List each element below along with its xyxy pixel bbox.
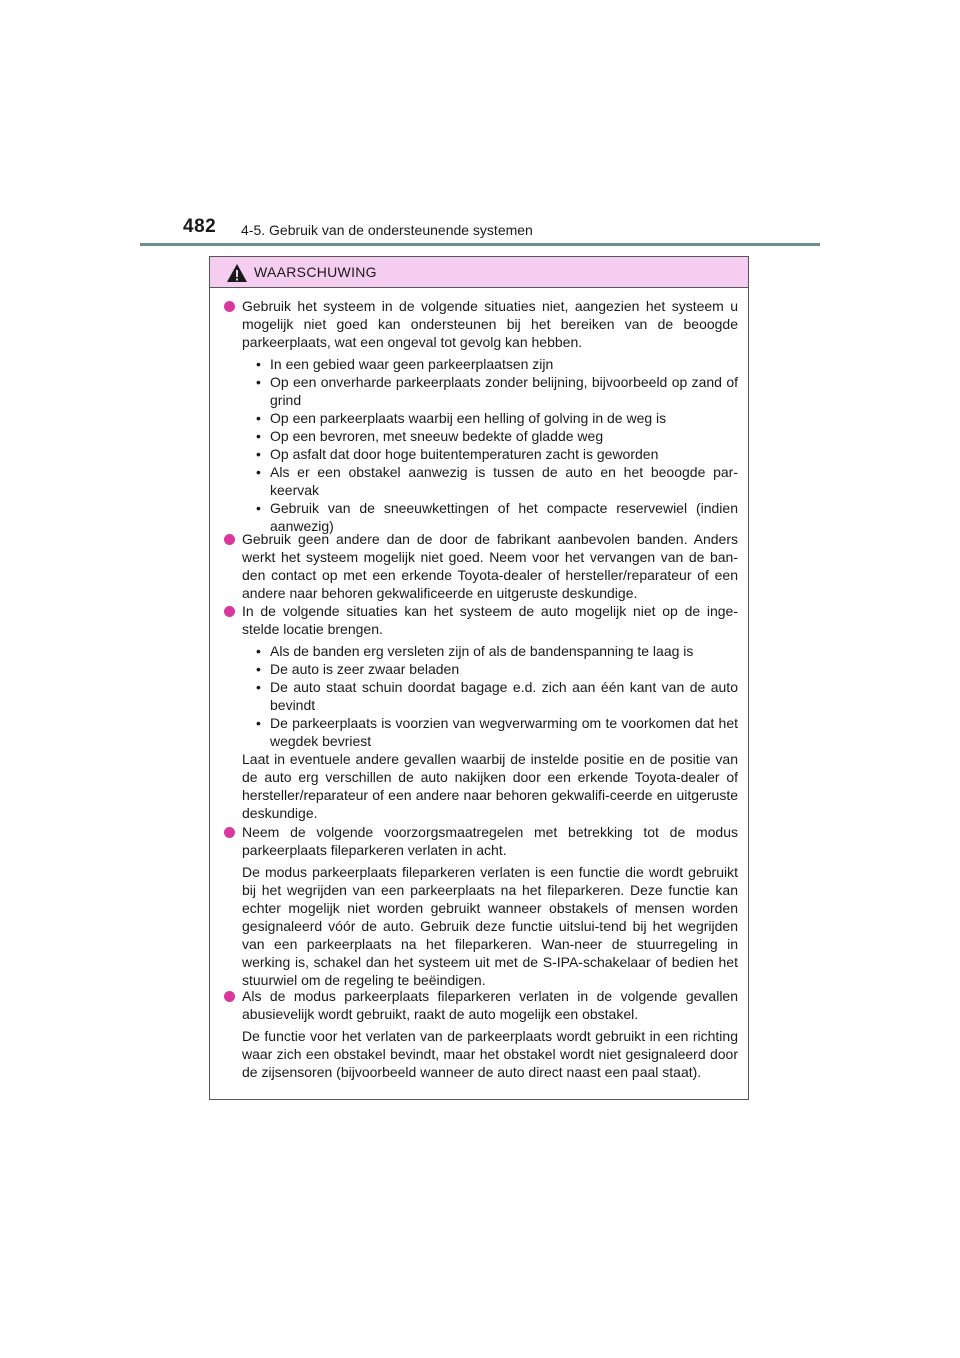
sub-item: • Als de banden erg versleten zijn of als de bandenspanning te laag is <box>256 642 738 660</box>
warning-item-3 <box>222 602 738 822</box>
warning-item-4 <box>222 823 738 989</box>
sub-item: • Op een onverharde parkeerplaats zonder belijning, bijvoorbeeld op zand of grind <box>256 373 738 409</box>
warning-item-note: Laat in eventuele andere gevallen waarbij de instelde positie en de positie van de auto erg verschillen de auto nakijken door een erkende Toyota-dealer of hersteller/reparateur of een andere naar behoren gekwalifi-ceerde en uitgeruste deskundige. <box>242 751 738 821</box>
warning-item-text: In de volgende situaties kan het systeem de auto mogelijk niet op de inge-stelde locatie brengen. <box>242 603 738 637</box>
warning-item-text: Als de modus parkeerplaats fileparkeren verlaten in de volgende gevallen abusievelijk wordt gebruikt, raakt de auto mogelijk een obstakel. <box>242 988 738 1022</box>
sub-item: • Als er een obstakel aanwezig is tussen de auto en het beoogde par-keervak <box>256 463 738 499</box>
warning-item-note: De modus parkeerplaats fileparkeren verlaten is een functie die wordt gebruikt bij het wegrijden van een parkeerplaats na het fileparkeren. Deze functie kan echter mogelijk niet worden gebruikt wanneer obstakels of mensen worden gesignaleerd vóór de auto. Gebruik deze functie uitslui-tend bij het wegrijden van een parkeerplaats na het fileparkeren. Wan-neer de stuurregeling in werking is, schakel dan het systeem uit met de S-IPA-schakelaar of bedien het stuurwiel om de regeling te beëindigen. <box>242 864 738 988</box>
section-title: 4-5. Gebruik van de ondersteunende systemen <box>241 222 533 238</box>
bullet-dot-icon <box>224 827 235 838</box>
bullet-dot-icon <box>224 301 235 312</box>
sub-item: • Op een bevroren, met sneeuw bedekte of gladde weg <box>256 427 738 445</box>
sub-item: • Op een parkeerplaats waarbij een helling of golving in de weg is <box>256 409 738 427</box>
warning-item-note: De functie voor het verlaten van de parkeerplaats wordt gebruikt in een richting waar zich een obstakel bevindt, maar het obstakel wordt niet gesignaleerd door de zijsensoren (bijvoorbeeld wanneer de auto direct naast een paal staat). <box>242 1028 738 1080</box>
warning-content <box>210 288 748 1099</box>
sub-item: • Op asfalt dat door hoge buitentemperaturen zacht is geworden <box>256 445 738 463</box>
sub-item: • De parkeerplaats is voorzien van wegverwarming om te voorkomen dat het wegdek bevriest <box>256 714 738 750</box>
bullet-dot-icon <box>224 606 235 617</box>
warning-header <box>210 257 748 288</box>
warning-title: WAARSCHUWING <box>254 264 377 280</box>
warning-item-text: Gebruik het systeem in de volgende situaties niet, aangezien het systeem u mogelijk niet goed kan ondersteunen bij het bereiken van de beoogde parkeerplaats, wat een ongeval tot gevolg kan hebben. <box>242 298 738 350</box>
warning-item-text: Neem de volgende voorzorgsmaatregelen met betrekking tot de modus parkeerplaats fileparkeren verlaten in acht. <box>242 824 738 858</box>
warning-item-text: Gebruik geen andere dan de door de fabrikant aanbevolen banden. Anders werkt het systeem mogelijk niet goed. Neem voor het vervangen van de ban-den contact op met een erkende Toyota-dealer of hersteller/reparateur of een andere naar behoren gekwalificeerde en uitgeruste deskundige. <box>242 531 738 601</box>
bullet-dot-icon <box>224 534 235 545</box>
header-rule <box>140 243 820 246</box>
sub-item: • De auto staat schuin doordat bagage e.d. zich aan één kant van de auto bevindt <box>256 678 738 714</box>
sub-item: • De auto is zeer zwaar beladen <box>256 660 738 678</box>
bullet-dot-icon <box>224 991 235 1002</box>
page-header <box>183 216 823 246</box>
warning-item-2 <box>222 530 738 602</box>
sub-item: • In een gebied waar geen parkeerplaatsen zijn <box>256 355 738 373</box>
warning-item-5 <box>222 987 738 1081</box>
warning-triangle-icon <box>226 263 248 283</box>
page-number: 482 <box>183 216 217 237</box>
warning-box <box>209 256 749 1100</box>
sub-item: • Gebruik van de sneeuwkettingen of het compacte reservewiel (indien aanwezig) <box>256 499 738 535</box>
warning-item-1 <box>222 297 738 535</box>
